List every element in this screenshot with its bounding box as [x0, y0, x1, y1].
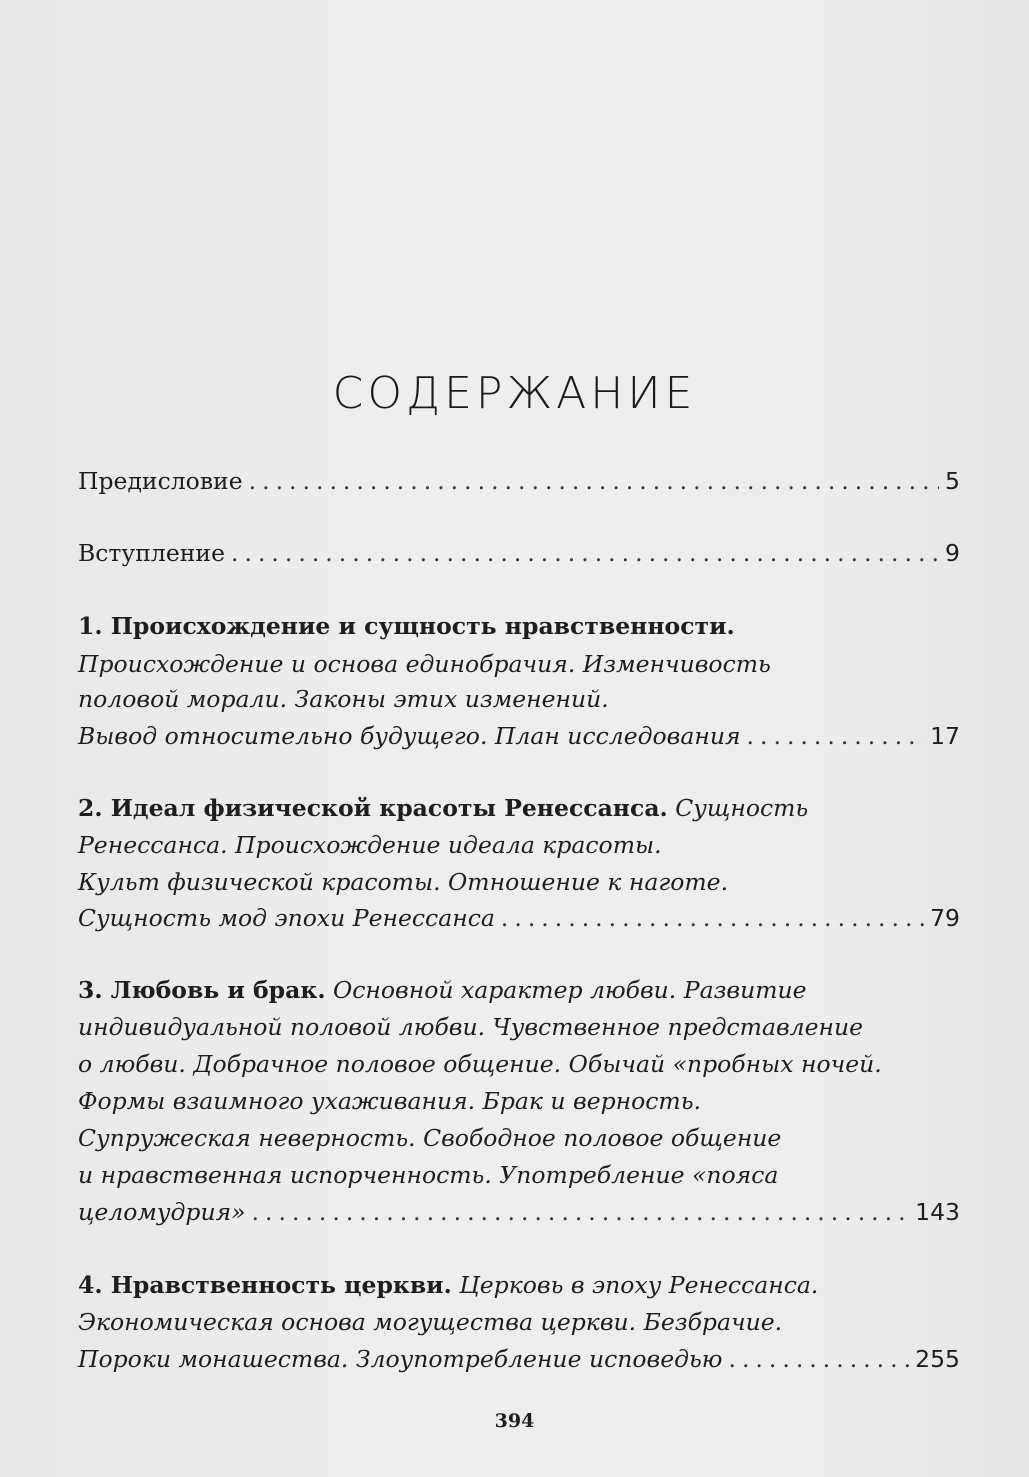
toc-page-number: 79 — [930, 904, 960, 932]
toc-chapter-4-line: Пороки монашества. Злоупотребление исповедью ..... 255 — [78, 1339, 960, 1379]
chapter-title: 1. Происхождение и сущность нравственности. — [78, 612, 735, 640]
page-number: 394 — [494, 1410, 535, 1432]
toc-entry-introduction — [78, 533, 960, 573]
chapter-title: 4. Нравственность церкви. — [78, 1271, 452, 1299]
toc-entry-title: Предисловие — [78, 467, 243, 495]
toc-page-number: 9 — [945, 539, 960, 567]
toc-chapter-3-line: целомудрия» ..... 143 — [78, 1192, 960, 1232]
toc-chapter-2-heading: 2. Идеал физической красоты Ренессанса. Сущность — [78, 794, 809, 822]
toc-chapter-4-heading: 4. Нравственность церкви. Церковь в эпоху Ренессанса. — [78, 1271, 819, 1299]
leader-dots — [501, 898, 924, 938]
toc-chapter-2-line: Ренессанса. Происхождение идеала красоты. — [78, 831, 662, 859]
leader-dots — [747, 716, 925, 756]
leader-dots — [728, 1339, 909, 1379]
chapter-title: 3. Любовь и брак. — [78, 976, 326, 1004]
toc-chapter-3-line: индивидуальной половой любви. Чувственное представление — [78, 1013, 864, 1041]
toc-chapter-2-line: Сущность мод эпохи Ренессанса ..... 79 — [78, 898, 960, 938]
leader-dots — [249, 461, 939, 501]
toc-chapter-3-line: о любви. Добрачное половое общение. Обычай «пробных ночей. — [78, 1050, 882, 1078]
toc-chapter-1-line: Происхождение и основа единобрачия. Изменчивость — [78, 650, 771, 678]
toc-chapter-3-line: Супружеская неверность. Свободное половое общение — [78, 1124, 782, 1152]
toc-entry-preface — [78, 461, 960, 501]
toc-chapter-3-line: и нравственная испорченность. Употребление «пояса — [78, 1161, 779, 1189]
leader-dots — [252, 1192, 910, 1232]
chapter-title: 2. Идеал физической красоты Ренессанса. — [78, 794, 668, 822]
toc-chapter-3-line: Формы взаимного ухаживания. Брак и верность. — [78, 1087, 701, 1115]
toc-chapter-1-heading — [78, 606, 960, 646]
toc-chapter-4-line: Экономическая основа могущества церкви. Безбрачие. — [78, 1308, 783, 1336]
toc-page-number: 17 — [930, 722, 960, 750]
toc-page-number: 5 — [945, 467, 960, 495]
toc-page-number: 255 — [915, 1345, 960, 1373]
toc-chapter-1-line: половой морали. Законы этих изменений. — [78, 685, 609, 713]
toc-page-number: 143 — [915, 1198, 960, 1226]
page-title: СОДЕРЖАНИЕ — [332, 368, 697, 419]
toc-chapter-3-heading: 3. Любовь и брак. Основной характер любви. Развитие — [78, 976, 807, 1004]
leader-dots — [231, 533, 939, 573]
toc-chapter-1-line: Вывод относительно будущего. План исследования ..... 17 — [78, 716, 960, 756]
toc-chapter-2-line: Культ физической красоты. Отношение к наготе. — [78, 868, 729, 896]
toc-entry-title: Вступление — [78, 539, 225, 567]
